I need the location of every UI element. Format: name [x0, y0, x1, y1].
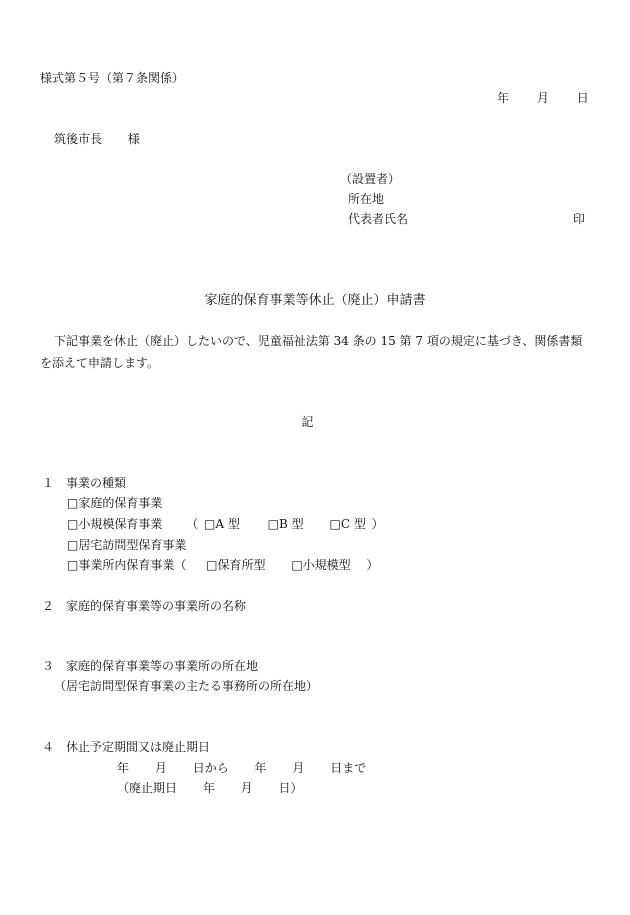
paren-open: （ — [186, 517, 199, 531]
period-from-day: 日から — [192, 761, 229, 775]
form-number: 様式第５号（第７条関係） — [40, 71, 185, 85]
period-to-month: 月 — [292, 761, 305, 775]
period-from-year: 年 — [117, 761, 130, 775]
addressee-honorific: 様 — [127, 132, 140, 146]
option-small-type: □小規模型 — [291, 558, 351, 572]
option-nursery-type: □保育所型 — [206, 558, 266, 572]
applicant-role: （設置者） — [340, 172, 401, 186]
section3-subheading: （居宅訪問型保育事業の主たる事務所の所在地） — [54, 679, 319, 693]
option-type-b: □B 型 — [267, 517, 304, 531]
option-home-visit: □居宅訪問型保育事業 — [67, 538, 187, 552]
section2-heading: ２ 家庭的保育事業等の事業所の名称 — [42, 599, 247, 613]
option-workplace: □事業所内保育事業（ — [67, 558, 187, 572]
option-small-scale: □小規模保育事業 — [67, 517, 163, 531]
abolish-label: （廃止期日 — [117, 781, 178, 795]
abolish-day: 日） — [278, 781, 303, 795]
period-line — [117, 760, 366, 776]
date-day: 日 — [576, 91, 589, 105]
option-workplace-row — [67, 557, 379, 573]
seal-mark: 印 — [573, 212, 586, 226]
abolish-month: 月 — [240, 781, 253, 795]
addressee — [54, 131, 140, 147]
intro-text: 下記事業を休止（廃止）したいので、児童福祉法第 34 条の 15 第 7 項の規定に基づき、関係書類を添えて申請します。 — [40, 334, 583, 370]
abolish-date-line — [117, 780, 303, 796]
section3-heading: ３ 家庭的保育事業等の事業所の所在地 — [42, 659, 259, 673]
paren-close: ） — [366, 558, 379, 572]
applicant-rep-label: 代表者氏名 — [348, 212, 409, 226]
date-line — [497, 90, 589, 106]
section4-heading: ４ 休止予定期間又は廃止期日 — [42, 740, 211, 754]
period-from-month: 月 — [154, 761, 167, 775]
ki-mark: 記 — [301, 415, 314, 429]
applicant-address-label: 所在地 — [348, 192, 385, 206]
option-family-care: □家庭的保育事業 — [67, 496, 163, 510]
date-month: 月 — [536, 91, 549, 105]
document-title: 家庭的保育事業等休止（廃止）申請書 — [204, 293, 426, 308]
option-small-scale-row — [67, 516, 384, 532]
addressee-name: 筑後市長 — [54, 132, 103, 146]
abolish-year: 年 — [202, 781, 215, 795]
period-to-day: 日まで — [330, 761, 367, 775]
paren-close: ） — [371, 517, 384, 531]
intro-paragraph — [40, 330, 585, 374]
section1-heading: １ 事業の種類 — [42, 476, 127, 490]
option-type-a: □A 型 — [204, 517, 240, 531]
period-to-year: 年 — [254, 761, 267, 775]
option-type-c: □C 型 — [329, 517, 366, 531]
date-year: 年 — [497, 91, 510, 105]
